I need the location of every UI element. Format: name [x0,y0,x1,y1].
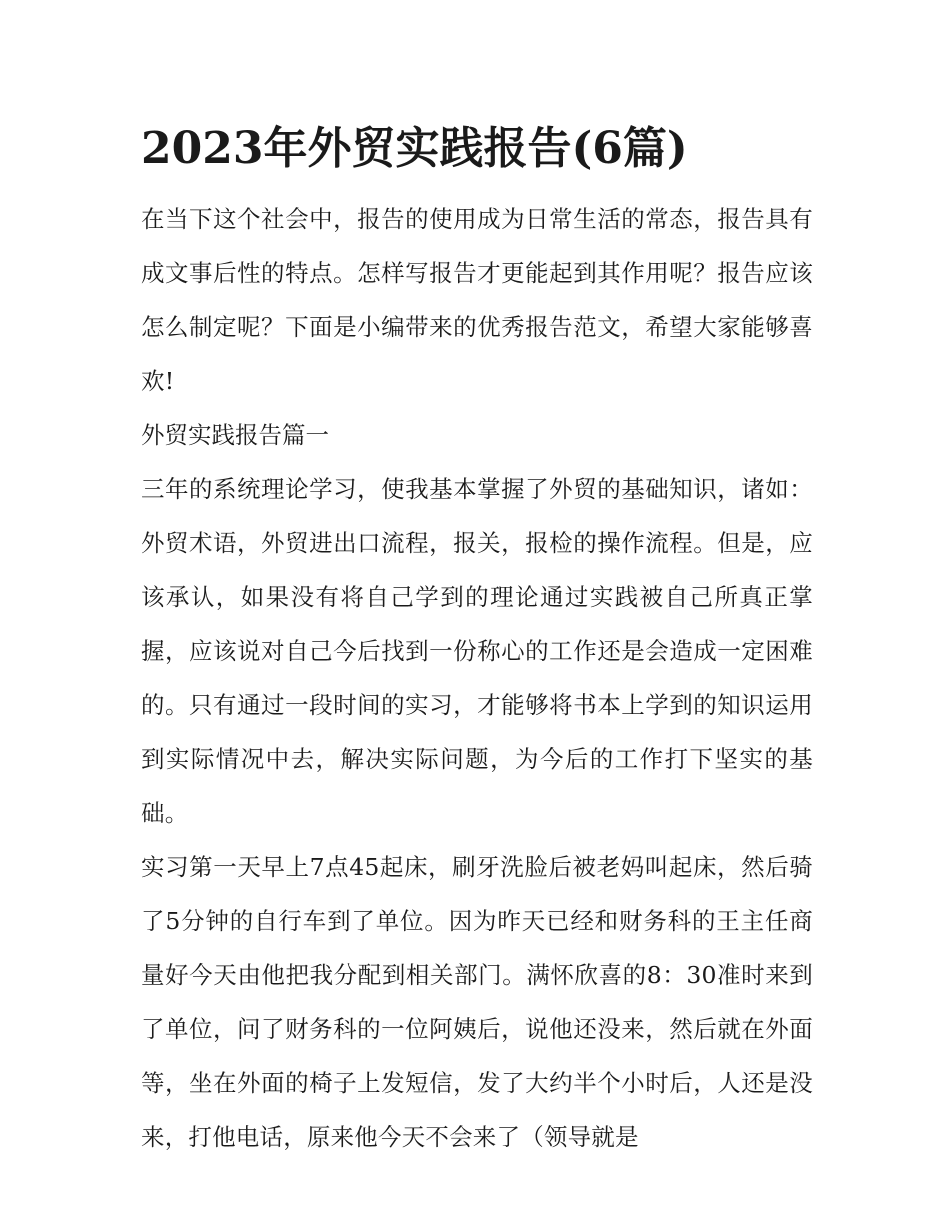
document-title: 2023年外贸实践报告(6篇) [141,123,688,174]
body-paragraph-1: 三年的系统理论学习，使我基本掌握了外贸的基础知识，诸如：外贸术语，外贸进出口流程，报关，报检的操作流程。但是，应该承认，如果没有将自己学到的理论通过实践被自己所真正掌握，应该说对自己今后找到一份称心的工作还是会造成一定困难的。只有通过一段时间的实习，才能够将书本上学到的知识运用到实际情况中去，解决实际问题，为今后的工作打下坚实的基础。 [141,475,813,827]
intro-paragraph: 在当下这个社会中，报告的使用成为日常生活的常态，报告具有成文事后性的特点。怎样写报告才更能起到其作用呢？报告应该怎么制定呢？下面是小编带来的优秀报告范文，希望大家能够喜欢! [141,205,813,395]
section-heading: 外贸实践报告篇一 [141,421,329,449]
body-paragraph-2: 实习第一天早上7点45起床，刷牙洗脸后被老妈叫起床，然后骑了5分钟的自行车到了单位。因为昨天已经和财务科的王主任商量好今天由他把我分配到相关部门。满怀欣喜的8：30准时来到了单位，问了财务科的一位阿姨后，说他还没来，然后就在外面等，坐在外面的椅子上发短信，发了大约半个小时后，人还是没来，打他电话，原来他今天不会来了（领导就是 [141,853,813,1151]
document-page [141,118,813,1164]
